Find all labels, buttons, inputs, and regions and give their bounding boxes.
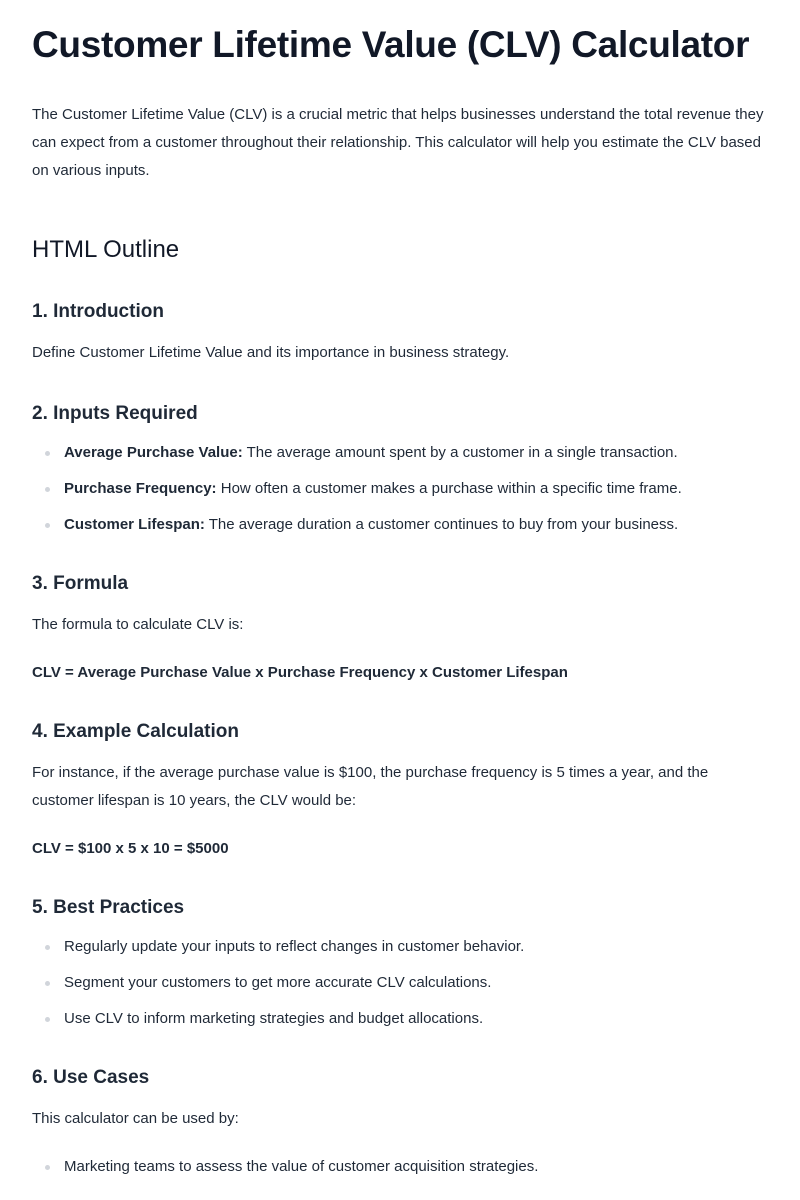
- section-heading: 2. Inputs Required: [32, 402, 198, 424]
- list-item: Segment your customers to get more accurate CLV calculations.: [32, 971, 768, 995]
- list-item: Use CLV to inform marketing strategies and budget allocations.: [32, 1007, 768, 1031]
- section-best-practices: [32, 895, 768, 1031]
- outline-heading: HTML Outline: [32, 235, 180, 263]
- input-term: Average Purchase Value:: [64, 443, 243, 461]
- intro-paragraph: The Customer Lifetime Value (CLV) is a crucial metric that helps businesses understand the total revenue they can expect from a customer throughout their relationship. This calculator will help you estimate the CLV based on various inputs.: [32, 105, 764, 179]
- section-heading: 1. Introduction: [32, 300, 164, 322]
- input-term: Purchase Frequency:: [64, 479, 217, 497]
- input-description: The average amount spent by a customer in a single transaction.: [242, 443, 678, 461]
- section-text: The formula to calculate CLV is:: [32, 615, 244, 633]
- section-introduction: [32, 299, 768, 367]
- list-item: [32, 441, 768, 465]
- section-heading: 3. Formula: [32, 572, 129, 594]
- example-formula: CLV = $100 x 5 x 10 = $5000: [32, 839, 229, 857]
- section-text: For instance, if the average purchase value is $100, the purchase frequency is 5 times a year, and the customer lifespan is 10 years, the CLV would be:: [32, 763, 709, 809]
- section-inputs: [32, 401, 768, 537]
- section-heading: 4. Example Calculation: [32, 720, 239, 742]
- best-practices-list: [32, 935, 768, 1031]
- section-formula: [32, 571, 768, 685]
- list-item: Regularly update your inputs to reflect changes in customer behavior.: [32, 935, 768, 959]
- section-text: Define Customer Lifetime Value and its importance in business strategy.: [32, 343, 510, 361]
- list-item: [32, 477, 768, 501]
- input-description: The average duration a customer continues to buy from your business.: [204, 515, 679, 533]
- section-text: This calculator can be used by:: [32, 1109, 239, 1127]
- input-description: How often a customer makes a purchase within a specific time frame.: [216, 479, 682, 497]
- section-use-cases: [32, 1065, 768, 1179]
- use-cases-list: [32, 1155, 768, 1179]
- section-example: [32, 719, 768, 861]
- section-heading: 5. Best Practices: [32, 896, 185, 918]
- input-term: Customer Lifespan:: [64, 515, 205, 533]
- section-heading: 6. Use Cases: [32, 1066, 150, 1088]
- clv-formula: CLV = Average Purchase Value x Purchase Frequency x Customer Lifespan: [32, 663, 568, 681]
- list-item: Marketing teams to assess the value of customer acquisition strategies.: [32, 1155, 768, 1179]
- inputs-list: [32, 441, 768, 537]
- page-title: Customer Lifetime Value (CLV) Calculator: [32, 24, 750, 65]
- list-item: [32, 513, 768, 537]
